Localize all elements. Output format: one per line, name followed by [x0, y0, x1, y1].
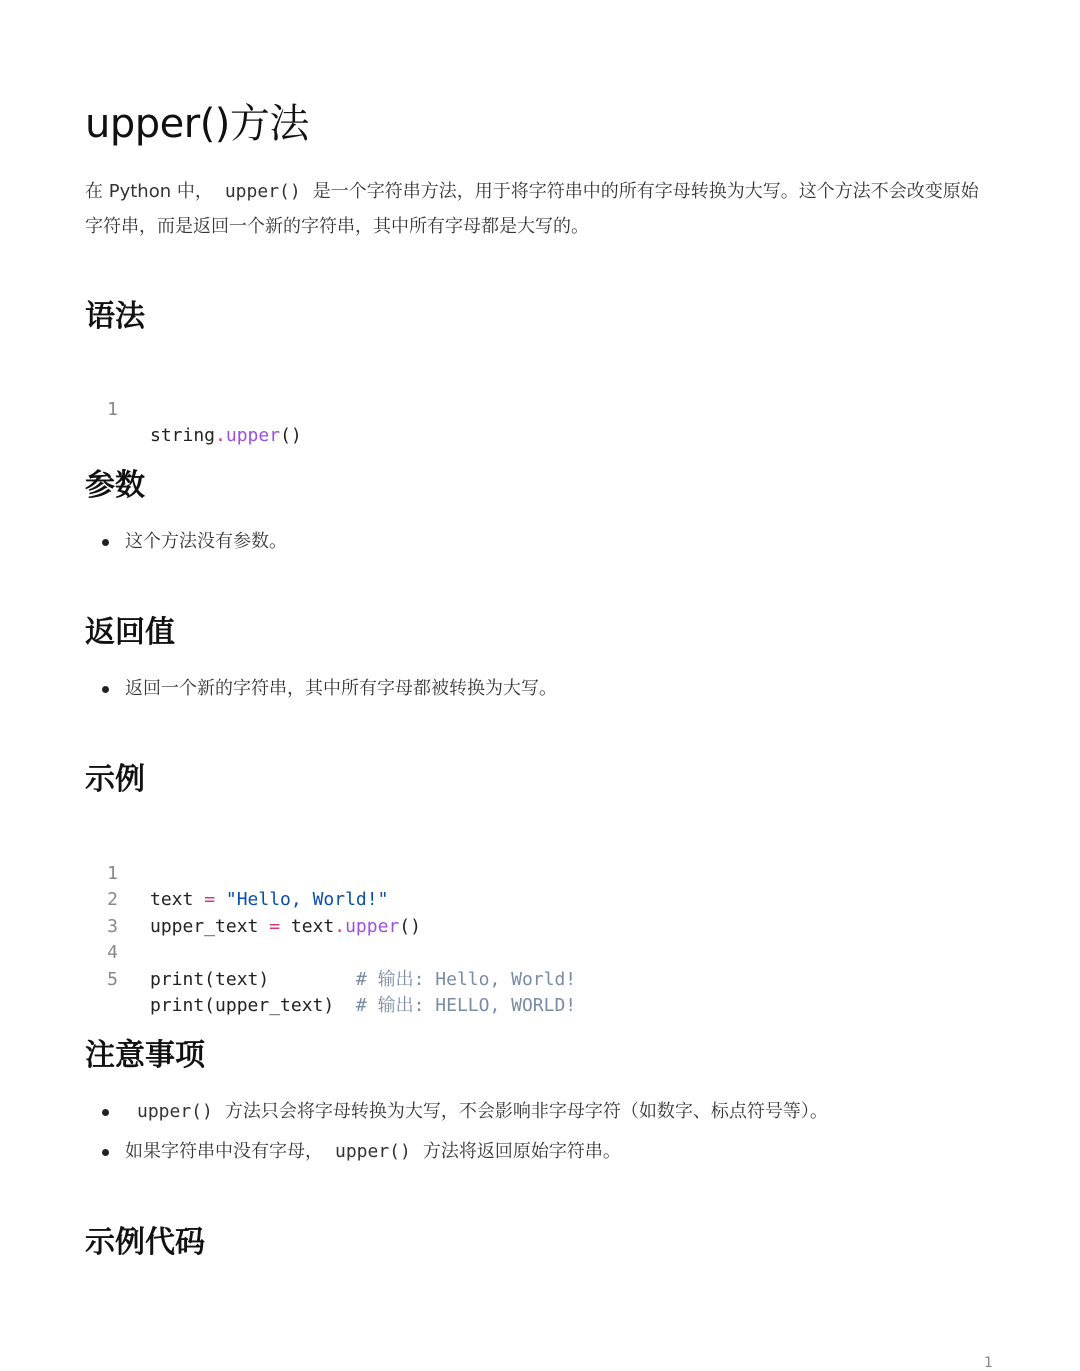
inline-code: upper(): [335, 1141, 411, 1162]
code-line: [85, 914, 995, 990]
code-line: [85, 370, 995, 446]
syntax-code-block: [85, 370, 995, 446]
example-heading: 示例: [85, 762, 145, 797]
list-item: 返回一个新的字符串，其中所有字母都被转换为大写。: [85, 669, 557, 709]
code-text: print(upper_text) # 输出: HELLO, WORLD!: [150, 995, 577, 1016]
returns-heading: 返回值: [85, 615, 175, 650]
params-heading: 参数: [85, 468, 145, 503]
line-number: 5: [107, 968, 118, 990]
syntax-heading: 语法: [85, 299, 145, 334]
intro-inline-code: upper(): [224, 181, 301, 202]
notes-list: [85, 1092, 828, 1172]
bullet-icon: [102, 539, 109, 546]
params-list: [85, 522, 287, 562]
code-text: text = "Hello, World!": [150, 889, 389, 910]
bullet-icon: [102, 686, 109, 693]
line-number: 1: [107, 862, 118, 884]
inline-code: upper(): [137, 1101, 213, 1122]
code-text: print(text) # 输出: Hello, World!: [150, 968, 577, 990]
page-title: upper()方法: [85, 101, 309, 147]
example-code-block: [85, 834, 995, 1016]
page-number: 1: [984, 1355, 993, 1371]
intro-paragraph: [85, 174, 995, 244]
line-number: 3: [107, 915, 118, 937]
list-item: upper() 方法只会将字母转换为大写，不会影响非字母字符（如数字、标点符号等）。: [85, 1092, 828, 1132]
bullet-icon: [102, 1109, 109, 1116]
line-number: 4: [107, 942, 118, 963]
returns-list: [85, 669, 557, 709]
bullet-icon: [102, 1149, 109, 1156]
list-item: 如果字符串中没有字母， upper() 方法将返回原始字符串。: [85, 1132, 828, 1172]
intro-text-1: 在 Python 中，: [85, 181, 213, 202]
code-text: string.upper(): [150, 425, 302, 446]
code-line: [85, 834, 995, 910]
example-code-heading: 示例代码: [85, 1225, 205, 1260]
list-item: 这个方法没有参数。: [85, 522, 287, 562]
intro-text-2: 是一个字符串方法，用于将字符串中的所有字母转换为大写。这个方法不会改变原始字符串，而是返回一个新的字符串，其中所有字母都是大写的。: [85, 181, 979, 237]
line-number: 1: [107, 398, 118, 420]
line-number: 2: [107, 889, 118, 910]
notes-heading: 注意事项: [85, 1038, 205, 1073]
code-text: upper_text = text.upper(): [150, 915, 421, 937]
